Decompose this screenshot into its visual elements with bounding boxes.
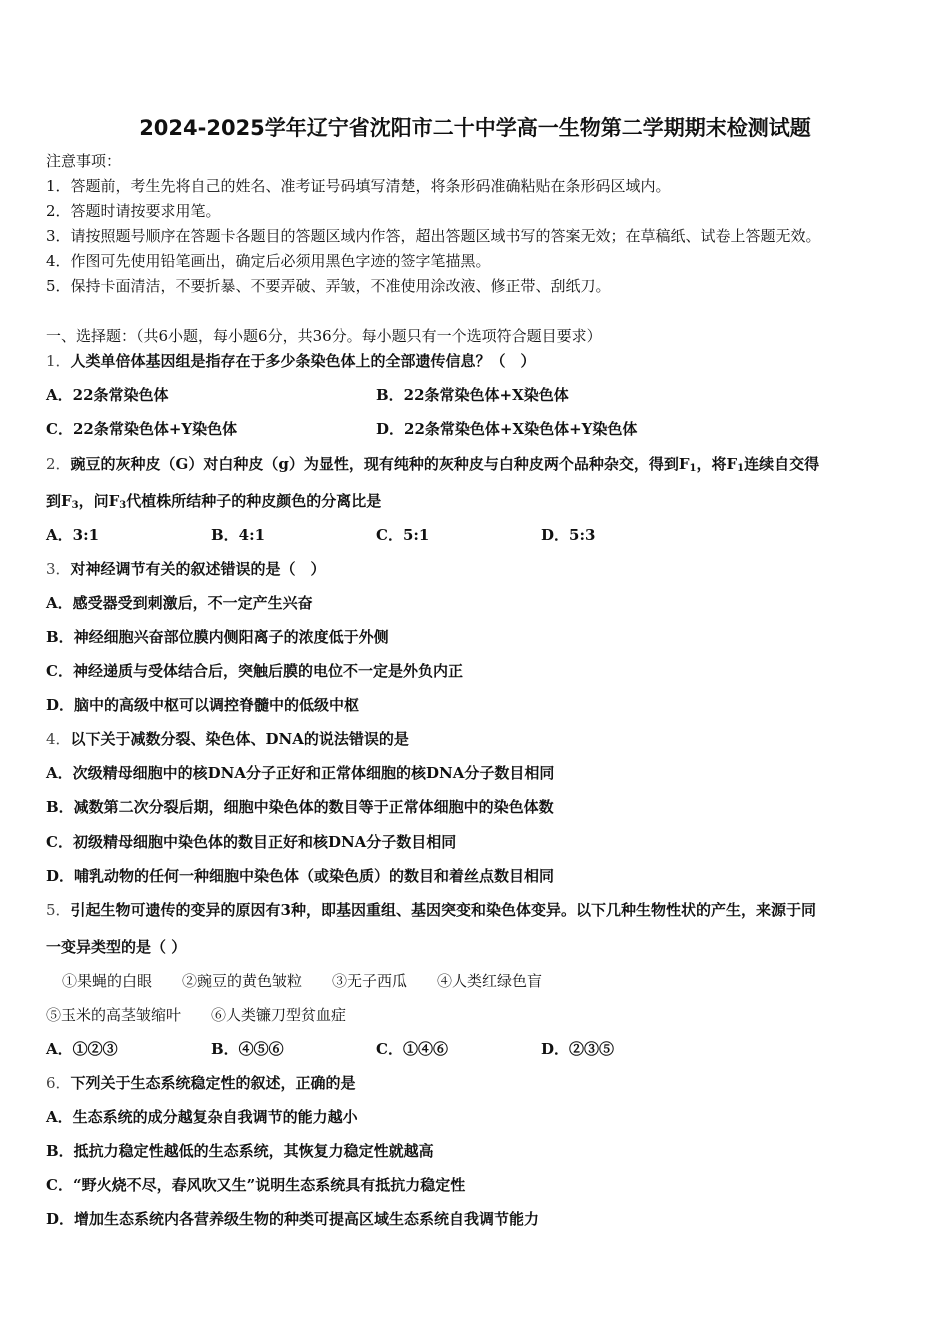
q6-option-a: A．生态系统的成分越复杂自我调节的能力越小 — [46, 1108, 358, 1126]
question-number: 5． — [46, 901, 71, 919]
question-5-line-2: 一变异类型的是（ ） — [46, 938, 187, 956]
section-heading: 一、选择题：（共6小题，每小题6分，共36分。每小题只有一个选项符合题目要求） — [46, 327, 602, 345]
page-title: 2024-2025学年辽宁省沈阳市二十中学高一生物第二学期期末检测试题 — [139, 116, 811, 140]
q1-option-a: A．22条常染色体 — [46, 386, 169, 404]
q2-option-b: B．4:1 — [211, 526, 266, 544]
q4-option-d: D．哺乳动物的任何一种细胞中染色体（或染色质）的数目和着丝点数目相同 — [46, 867, 555, 885]
question-stem: ，问F — [78, 492, 120, 510]
q3-option-d: D．脑中的高级中枢可以调控脊髓中的低级中枢 — [46, 696, 360, 714]
q5-option-b: B．④⑤⑥ — [211, 1040, 284, 1058]
question-stem: 到F — [46, 492, 72, 510]
question-number: 2． — [46, 455, 71, 473]
question-3 — [46, 559, 326, 579]
question-stem: 连续自交得 — [744, 455, 820, 473]
question-stem: 豌豆的灰种皮（G）对白种皮（g）为显性，现有纯种的灰种皮与白种皮两个品种杂交，得到F — [70, 455, 690, 473]
q2-option-a: A．3:1 — [46, 526, 100, 544]
question-5 — [46, 900, 816, 920]
q6-option-d: D．增加生态系统内各营养级生物的种类可提高区域生态系统自我调节能力 — [46, 1210, 540, 1228]
notes-heading: 注意事项： — [46, 152, 122, 170]
note-item: 4．作图可先使用铅笔画出，确定后必须用黑色字迹的签字笔描黑。 — [46, 252, 491, 270]
subscript: 3 — [71, 500, 79, 511]
subscript: 3 — [119, 500, 127, 511]
question-2-line-2 — [46, 491, 381, 516]
question-stem: 对神经调节有关的叙述错误的是（ ） — [70, 560, 326, 578]
question-2 — [46, 454, 819, 479]
question-stem: 引起生物可遗传的变异的原因有3种，即基因重组、基因突变和染色体变异。以下几种生物性状的产生，来源于同 — [70, 901, 816, 919]
question-stem: 下列关于生态系统稳定性的叙述，正确的是 — [70, 1074, 356, 1092]
note-item: 5．保持卡面清洁，不要折暴、不要弄破、弄皱，不准使用涂改液、修正带、刮纸刀。 — [46, 277, 611, 295]
question-stem: 代植株所结种子的种皮颜色的分离比是 — [126, 492, 382, 510]
question-stem: ，将F — [696, 455, 738, 473]
q6-option-b: B．抵抗力稳定性越低的生态系统，其恢复力稳定性就越高 — [46, 1142, 434, 1160]
question-number: 6． — [46, 1074, 71, 1092]
q5-trait-list: ⑤玉米的高茎皱缩叶 ⑥人类镰刀型贫血症 — [46, 1006, 347, 1024]
question-6 — [46, 1073, 356, 1093]
q4-option-a: A．次级精母细胞中的核DNA分子正好和正常体细胞的核DNA分子数目相同 — [46, 764, 555, 782]
note-item: 2．答题时请按要求用笔。 — [46, 202, 221, 220]
q3-option-b: B．神经细胞兴奋部位膜内侧阳离子的浓度低于外侧 — [46, 628, 389, 646]
question-4 — [46, 729, 409, 749]
q5-option-c: C．①④⑥ — [376, 1040, 448, 1058]
q4-option-b: B．减数第二次分裂后期，细胞中染色体的数目等于正常体细胞中的染色体数 — [46, 798, 554, 816]
question-stem: 人类单倍体基因组是指存在于多少条染色体上的全部遗传信息？（ ） — [70, 352, 536, 370]
question-stem: 以下关于减数分裂、染色体、DNA的说法错误的是 — [70, 730, 409, 748]
question-number: 1． — [46, 352, 71, 370]
question-number: 4． — [46, 730, 71, 748]
q6-option-c: C．“野火烧不尽，春风吹又生”说明生态系统具有抵抗力稳定性 — [46, 1176, 466, 1194]
q3-option-c: C．神经递质与受体结合后，突触后膜的电位不一定是外负内正 — [46, 662, 463, 680]
q5-trait-list: ①果蝇的白眼 ②豌豆的黄色皱粒 ③无子西瓜 ④人类红绿色盲 — [62, 972, 543, 990]
q2-option-c: C．5:1 — [376, 526, 430, 544]
q2-option-d: D．5:3 — [541, 526, 596, 544]
note-item: 1．答题前，考生先将自己的姓名、准考证号码填写清楚，将条形码准确粘贴在条形码区域内。 — [46, 177, 671, 195]
q3-option-a: A．感受器受到刺激后，不一定产生兴奋 — [46, 594, 313, 612]
subscript: 1 — [737, 463, 745, 474]
subscript: 1 — [689, 463, 697, 474]
q5-option-d: D．②③⑤ — [541, 1040, 615, 1058]
note-item: 3．请按照题号顺序在答题卡各题目的答题区域内作答，超出答题区域书写的答案无效；在草稿纸、试卷上答题无效。 — [46, 227, 821, 245]
q4-option-c: C．初级精母细胞中染色体的数目正好和核DNA分子数目相同 — [46, 833, 457, 851]
question-number: 3． — [46, 560, 71, 578]
q5-option-a: A．①②③ — [46, 1040, 118, 1058]
q1-option-c: C．22条常染色体+Y染色体 — [46, 420, 238, 438]
q1-option-b: B．22条常染色体+X染色体 — [376, 386, 569, 404]
q1-option-d: D．22条常染色体+X染色体+Y染色体 — [376, 420, 638, 438]
question-1 — [46, 351, 536, 371]
